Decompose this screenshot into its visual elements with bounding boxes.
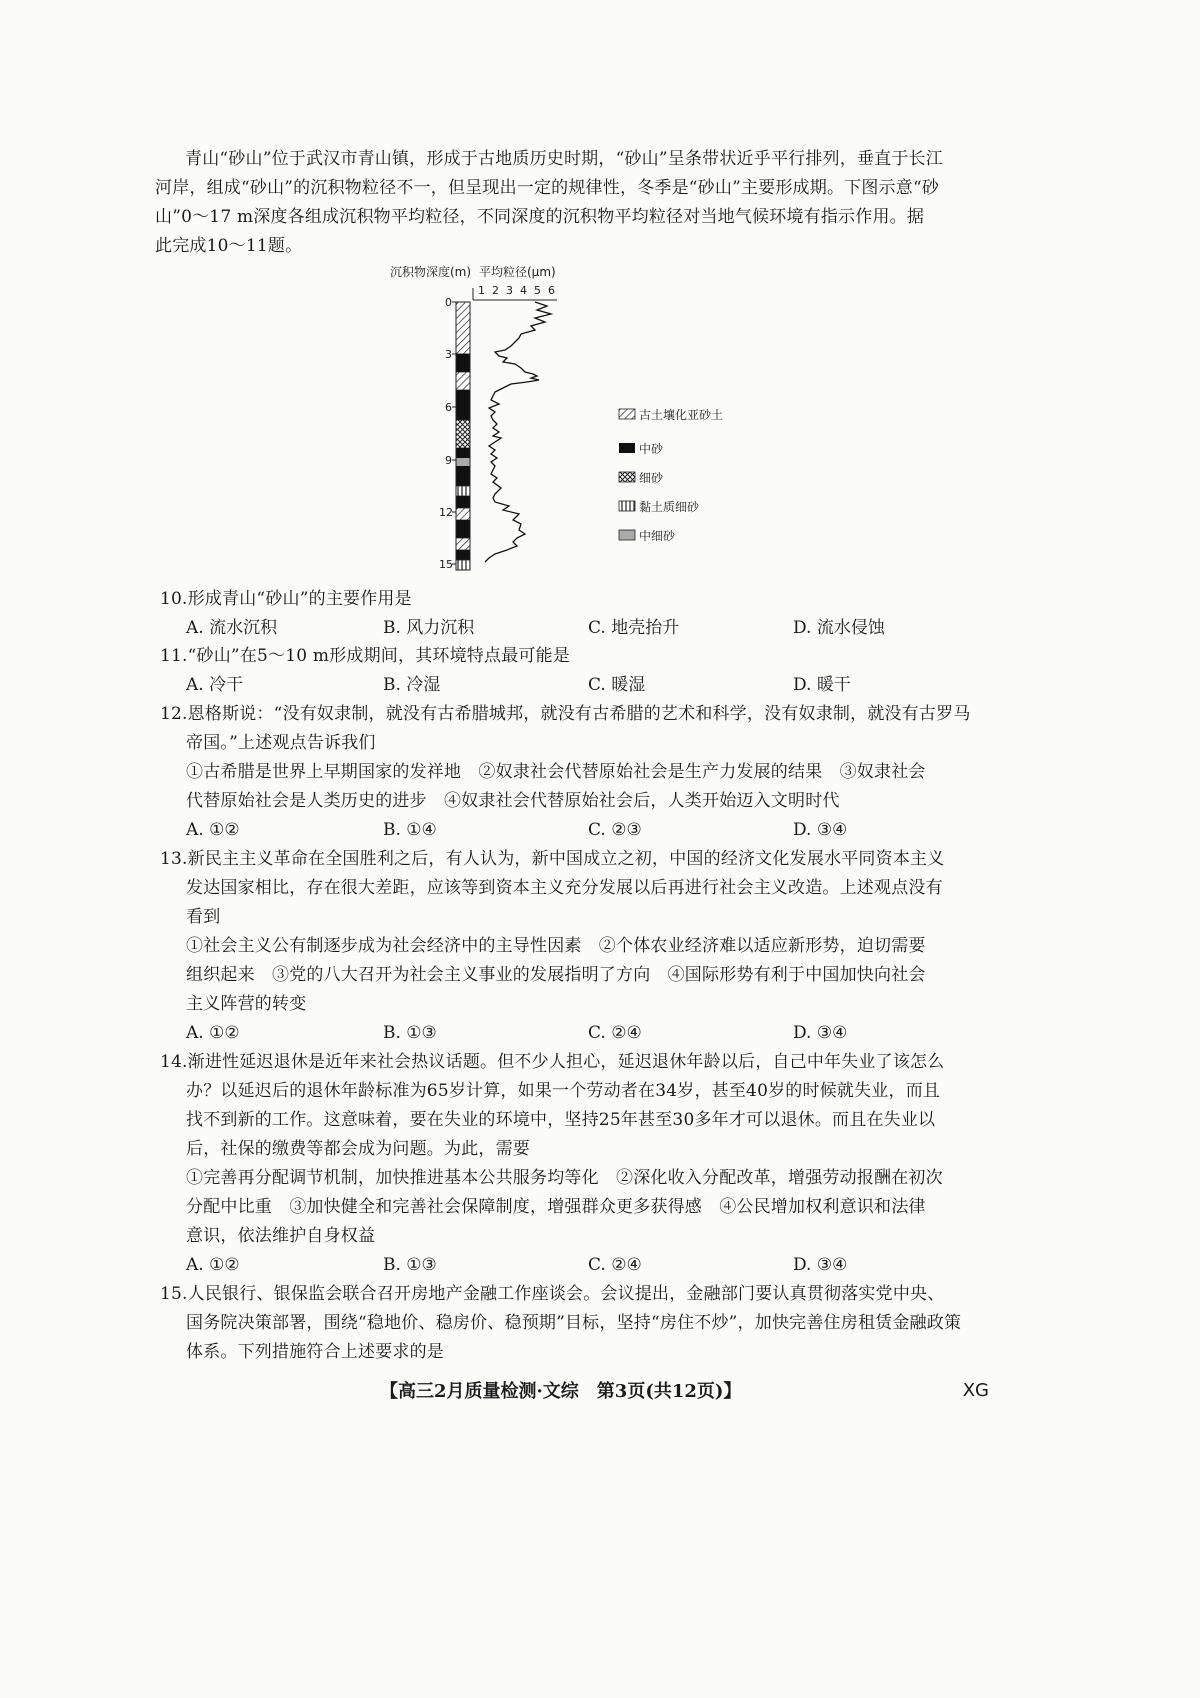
y-tick-label: 6 [445, 401, 452, 414]
intro-line: 河岸，组成“砂山”的沉积物粒径不一，但呈现出一定的规律性，冬季是“砂山”主要形成期。下图示意“砂 [155, 178, 940, 198]
intro-line: 此完成10～11题。 [155, 236, 303, 256]
legend-swatch-gray [619, 530, 635, 540]
y-axis-label: 沉积物深度(m) [390, 265, 472, 279]
x-axis-label: 平均粒径(μm) [479, 265, 556, 279]
question-stem: 发达国家相比，存在很大差距，应该等到资本主义充分发展以后再进行社会主义改造。上述观点没有 [186, 878, 943, 898]
layer-solid [456, 390, 470, 420]
intro-line: 山”0～17 m深度各组成沉积物平均粒径，不同深度的沉积物平均粒径对当地气候环境有指示作用。据 [155, 207, 925, 227]
layer-diag [456, 538, 470, 550]
legend-label: 古土壤化亚砂土 [639, 408, 724, 422]
layer-solid [456, 496, 470, 508]
question-stem: 看到 [186, 907, 221, 927]
option-a: A. 流水沉积 [186, 618, 278, 638]
option-b: B. ①③ [383, 1023, 437, 1043]
question-stem: 13.新民主主义革命在全国胜利之后，有人认为，新中国成立之初，中国的经济文化发展水平同资本主义 [160, 849, 945, 869]
layer-cross [456, 420, 470, 448]
option-b: B. ①④ [383, 820, 437, 840]
option-d: D. 流水侵蚀 [793, 618, 885, 638]
legend-label: 黏土质细砂 [639, 500, 700, 514]
layer-gray [456, 458, 470, 466]
legend-swatch-solid [619, 443, 635, 453]
question-statements: 意识，依法维护自身权益 [186, 1226, 376, 1246]
layer-solid [456, 520, 470, 538]
layer-diag [456, 508, 470, 520]
question-statements: 主义阵营的转变 [186, 994, 307, 1014]
layer-vert [456, 486, 470, 496]
layer-solid [456, 550, 470, 560]
x-tick-label: 6 [548, 284, 555, 297]
legend [619, 407, 723, 543]
y-axis [439, 296, 456, 571]
question-stem: 15.人民银行、银保监会联合召开房地产金融工作座谈会。会议提出，金融部门要认真贯彻落实党中央、 [160, 1284, 945, 1304]
option-d: D. ③④ [793, 1255, 848, 1275]
x-tick-label: 5 [534, 284, 541, 297]
question-stem: 12.恩格斯说：“没有奴隶制，就没有古希腊城邦，就没有古希腊的艺术和科学，没有奴隶制，就没有古罗马 [160, 704, 971, 724]
layer-diag [456, 372, 470, 390]
exam-code: XG [962, 1380, 989, 1401]
question-stem: 找不到新的工作。这意味着，要在失业的环境中，坚持25年甚至30多年才可以退休。而且在失业以 [186, 1110, 936, 1130]
y-tick-label: 15 [439, 558, 453, 571]
question-stem: 体系。下列措施符合上述要求的是 [186, 1342, 444, 1362]
question-statements: ①社会主义公有制逐步成为社会经济中的主导性因素 ②个体农业经济难以适应新形势，迫切需要 [186, 936, 926, 956]
question-stem: 后，社保的缴费等都会成为问题。为此，需要 [186, 1139, 530, 1159]
x-tick-label: 4 [520, 284, 527, 297]
legend-label: 中细砂 [639, 529, 676, 543]
question-stem: 11.“砂山”在5～10 m形成期间，其环境特点最可能是 [160, 646, 570, 666]
option-d: D. ③④ [793, 820, 848, 840]
option-a: A. 冷干 [186, 675, 244, 695]
legend-swatch-diag [619, 409, 635, 419]
question-statements: 代替原始社会是人类历史的进步 ④奴隶社会代替原始社会后，人类开始迈入文明时代 [186, 791, 840, 811]
y-tick-label: 12 [439, 506, 453, 519]
option-c: C. 地壳抬升 [588, 618, 680, 638]
option-a: A. ①② [186, 1255, 240, 1275]
y-tick-label: 9 [445, 454, 452, 467]
option-d: D. 暖干 [793, 675, 851, 695]
sediment-grain-size-figure [385, 262, 745, 584]
option-b: B. 冷湿 [383, 675, 441, 695]
question-stem: 国务院决策部署，围绕“稳地价、稳房价、稳预期”目标，坚持“房住不炒”，加快完善住房租赁金融政策 [186, 1313, 962, 1333]
grain-size-curve [485, 302, 551, 562]
question-statements: ①古希腊是世界上早期国家的发祥地 ②奴隶社会代替原始社会是生产力发展的结果 ③奴隶社会 [186, 762, 926, 782]
y-tick-label: 0 [445, 296, 452, 309]
x-tick-label: 1 [478, 284, 485, 297]
question-statements: 分配中比重 ③加快健全和完善社会保障制度，增强群众更多获得感 ④公民增加权利意识和法律 [186, 1197, 926, 1217]
question-stem: 办？以延迟后的退休年龄标准为65岁计算，如果一个劳动者在34岁，甚至40岁的时候就失业，而且 [186, 1081, 941, 1101]
layer-solid [456, 448, 470, 458]
x-tick-label: 3 [506, 284, 513, 297]
stratigraphic-column [456, 302, 470, 570]
legend-label: 细砂 [639, 471, 664, 485]
question-statements: 组织起来 ③党的八大召开为社会主义事业的发展指明了方向 ④国际形势有利于中国加快向社会 [186, 965, 926, 985]
intro-line: 青山“砂山”位于武汉市青山镇，形成于古地质历史时期，“砂山”呈条带状近乎平行排列，垂直于长江 [185, 149, 943, 169]
question-stem: 14.渐进性延迟退休是近年来社会热议话题。但不少人担心，延迟退休年龄以后，自己中年失业了该怎么 [160, 1052, 945, 1072]
question-stem: 帝国。”上述观点告诉我们 [186, 733, 376, 753]
option-d: D. ③④ [793, 1023, 848, 1043]
question-stem: 10.形成青山“砂山”的主要作用是 [160, 589, 412, 609]
y-tick-label: 3 [445, 348, 452, 361]
x-tick-label: 2 [492, 284, 499, 297]
question-statements: ①完善再分配调节机制，加快推进基本公共服务均等化 ②深化收入分配改革，增强劳动报酬在初次 [186, 1168, 943, 1188]
legend-label: 中砂 [639, 442, 664, 456]
layer-solid [456, 354, 470, 372]
option-c: C. ②③ [588, 820, 642, 840]
page-footer: 【高三2月质量检测·文综 第3页(共12页)】 [380, 1381, 742, 1402]
x-axis [473, 284, 557, 300]
layer-diag [456, 302, 470, 354]
option-b: B. 风力沉积 [383, 618, 475, 638]
layer-vert [456, 560, 470, 570]
option-a: A. ①② [186, 1023, 240, 1043]
option-c: C. ②④ [588, 1023, 642, 1043]
legend-swatch-cross [619, 472, 635, 482]
option-a: A. ①② [186, 820, 240, 840]
legend-swatch-vert [619, 501, 635, 511]
option-c: C. 暖湿 [588, 675, 646, 695]
option-c: C. ②④ [588, 1255, 642, 1275]
layer-solid [456, 466, 470, 486]
option-b: B. ①③ [383, 1255, 437, 1275]
